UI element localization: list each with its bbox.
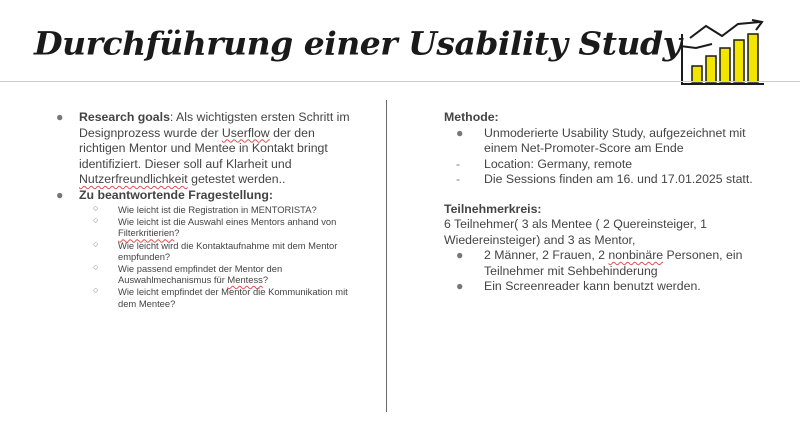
question-item xyxy=(56,216,356,238)
dash-bullet-icon: - xyxy=(456,156,461,171)
method-text: Die Sessions finden am 16. und 17.01.2025 statt. xyxy=(484,172,753,186)
word-nonbinaere: nonbinäre xyxy=(608,248,664,262)
word-nutzerfreundlichkeit: Nutzerfreundlichkeit xyxy=(79,172,188,186)
research-goals-text-a: : Als wichtigsten ersten Schritt im Designprozess wurde der xyxy=(79,110,350,140)
participant-item xyxy=(444,279,764,295)
right-column xyxy=(444,110,764,295)
method-label: Methode: xyxy=(444,110,499,124)
method-item xyxy=(444,126,764,157)
method-item xyxy=(444,157,764,173)
method-item xyxy=(444,172,764,188)
participants-label: Teilnehmerkreis: xyxy=(444,201,542,216)
question-item xyxy=(56,263,356,285)
circle-bullet-icon: ○ xyxy=(93,262,99,273)
question-item xyxy=(56,240,356,262)
question-text: Wie leicht empfindet der Mentor die Kommunikation mit dem Mentee? xyxy=(118,286,348,309)
left-column xyxy=(56,110,356,309)
question-text: Wie leicht ist die Auswahl eines Mentors anhand von xyxy=(118,216,337,228)
word-userflow: Userflow xyxy=(221,125,270,140)
method-text: Unmoderierte Usability Study, aufgezeichnet mit einem Net-Promoter-Score am Ende xyxy=(484,125,746,155)
questions-item xyxy=(56,188,356,204)
bullet-icon: ● xyxy=(456,248,464,262)
question-text-end: ? xyxy=(174,227,180,239)
circle-bullet-icon: ○ xyxy=(93,203,99,213)
research-goals-item xyxy=(56,110,356,188)
dash-bullet-icon: - xyxy=(456,172,461,186)
circle-bullet-icon: ○ xyxy=(93,215,99,226)
method-text: Location: Germany, remote xyxy=(484,156,633,171)
page-title: Durchführung einer Usability Study xyxy=(34,24,682,63)
word-mentess: Mentess xyxy=(227,274,263,286)
research-goals-label: Research goals xyxy=(79,110,170,124)
participant-text-end: Personen, ein Teilnehmer mit Sehbehinderung xyxy=(484,248,743,278)
research-goals-text-c: getestet werden.. xyxy=(187,172,286,186)
bullet-icon: ● xyxy=(456,279,464,293)
participants-text: 6 Teilnehmer( 3 als Mentee ( 2 Quereinsteiger, 1 Wiedereinsteiger) and 3 as Mentor, xyxy=(444,217,707,247)
bullet-icon: ● xyxy=(456,125,464,140)
question-item xyxy=(56,204,356,215)
participant-item xyxy=(444,248,764,279)
question-text: Wie passend empfindet der Mentor den Auswahlmechanismus für xyxy=(118,263,283,286)
participant-text: Ein Screenreader kann benutzt werden. xyxy=(484,279,701,293)
word-filterkriterien: Filterkritierien xyxy=(118,227,175,239)
question-text: Wie leicht ist die Registration in MENTORISTA? xyxy=(118,204,317,215)
question-item xyxy=(56,286,356,308)
bar-chart-icon xyxy=(676,18,766,88)
question-text-end: ? xyxy=(262,274,269,286)
circle-bullet-icon: ○ xyxy=(93,238,99,249)
questions-label: Zu beantwortende Fragestellung: xyxy=(79,187,274,202)
circle-bullet-icon: ○ xyxy=(93,285,99,296)
bullet-icon: ● xyxy=(56,110,64,124)
title-separator xyxy=(0,81,800,82)
question-text: Wie leicht wird die Kontaktaufnahme mit dem Mentor empfunden? xyxy=(118,239,338,262)
bullet-icon: ● xyxy=(56,187,64,202)
research-goals-text-b: der den richtigen Mentor und Mentee in Kontakt bringt identifiziert. Dieser soll auf Klarheit und xyxy=(79,125,328,171)
participant-text: 2 Männer, 2 Frauen, 2 xyxy=(484,248,609,262)
column-divider xyxy=(386,100,387,412)
